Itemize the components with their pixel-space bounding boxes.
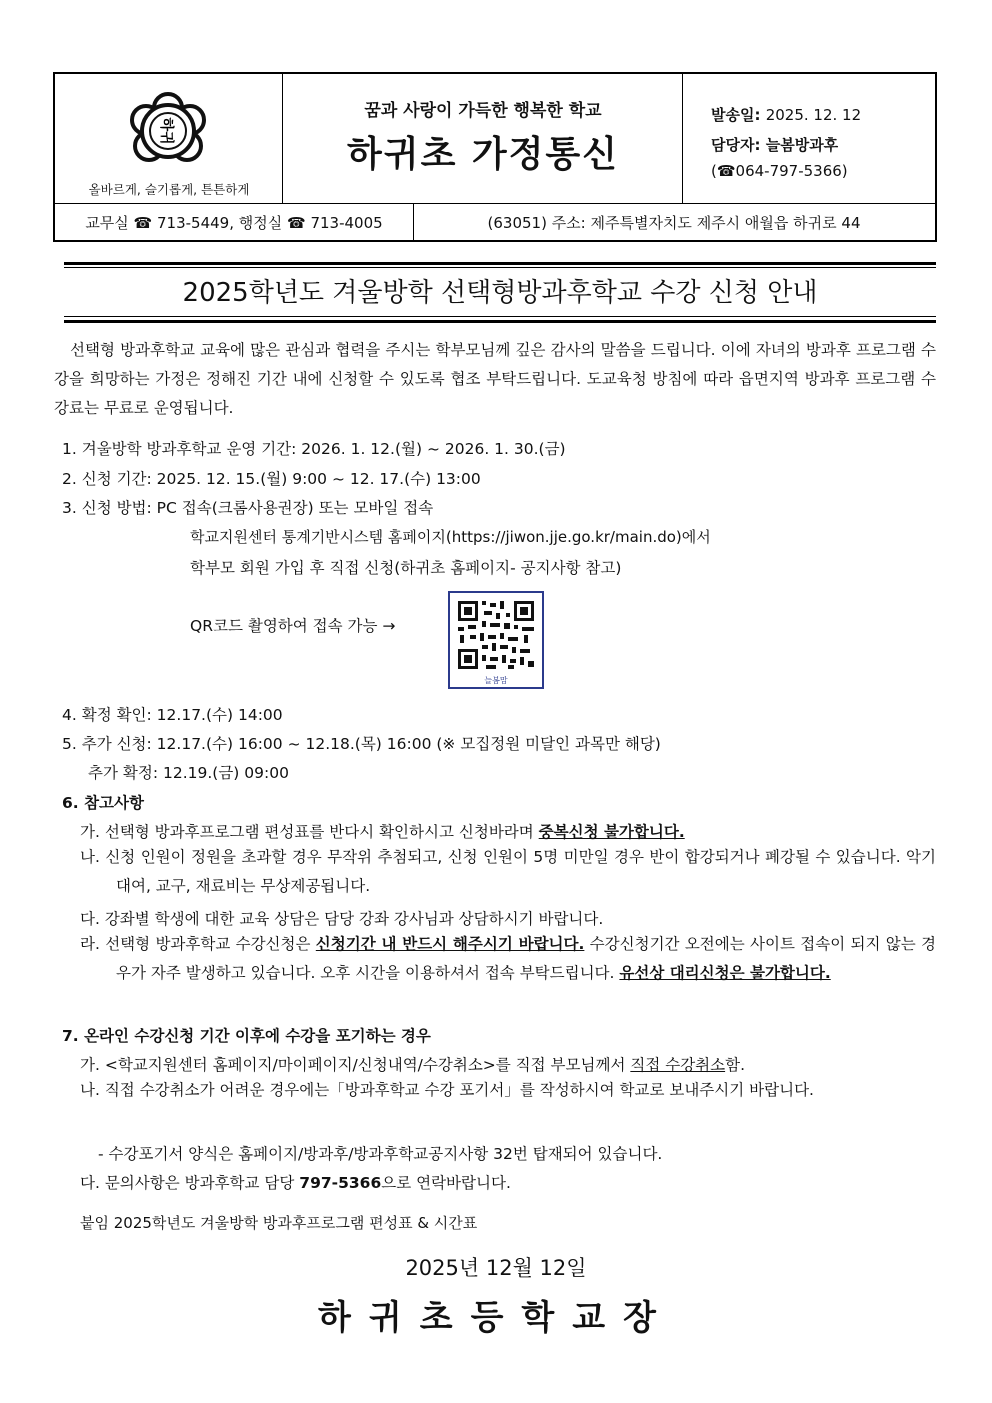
manager-label: 담당자: xyxy=(711,136,761,154)
cancel-ga-text: 가. <학교지원센터 홈페이지/마이페이지/신청내역/수강취소>를 직접 부모님께서 xyxy=(80,1056,631,1074)
issue-date: 2025년 12월 12일 xyxy=(405,1256,587,1280)
rule-bottom-thick xyxy=(64,320,936,323)
qr-code-icon xyxy=(450,593,542,687)
note-ra xyxy=(80,930,936,988)
school-motto: 올바르게, 슬기롭게, 튼튼하게 xyxy=(88,182,250,197)
item-period: 1. 겨울방학 방과후학교 운영 기간: 2026. 1. 12.(월) ~ 2026. 1. 30.(금) xyxy=(62,440,566,458)
contact-row xyxy=(55,203,935,241)
qr-label: QR코드 촬영하여 접속 가능 → xyxy=(190,617,396,635)
item-apply-period: 2. 신청 기간: 2025. 12. 15.(월) 9:00 ~ 12. 17.(수) 13:00 xyxy=(62,470,481,488)
manager: 늘봄방과후 xyxy=(765,136,839,154)
item-additional-confirm: 추가 확정: 12.19.(금) 09:00 xyxy=(88,764,289,782)
principal-signature: 하귀초등학교장 xyxy=(318,1298,674,1338)
item-apply-method: 3. 신청 방법: PC 접속(크롬사용권장) 또는 모바일 접속 xyxy=(62,499,434,517)
item-additional: 5. 추가 신청: 12.17.(수) 16:00 ~ 12.18.(목) 16:00 (※ 모집정원 미달인 과목만 해당) xyxy=(62,735,661,753)
attachment-note: 붙임 2025학년도 겨울방학 방과후프로그램 편성표 & 시간표 xyxy=(80,1214,478,1232)
school-emblem-icon xyxy=(127,90,209,172)
qr-caption: 늘봄맘 xyxy=(484,676,508,685)
item-notes-heading: 6. 참고사항 xyxy=(62,794,144,812)
note-ra-emphasis-2: 유선상 대리신청은 불가합니다. xyxy=(619,964,831,982)
note-ra-mid: 수강신청기간 오전에는 사이트 접속이 되지 않는 경우가 자주 발생하고 있습니다. 오후 시간을 이용하셔서 접속 부탁드립니다. xyxy=(116,935,936,982)
meta-cell xyxy=(683,74,937,203)
cancel-da-post: 으로 연락바랍니다. xyxy=(381,1174,511,1192)
qr-code[interactable] xyxy=(448,591,544,689)
emblem-cell xyxy=(55,74,283,203)
emblem-text: 하귀 xyxy=(158,117,174,145)
rule-top-thick xyxy=(64,262,936,265)
note-ra-text: 라. 선택형 방과후학교 수강신청은 xyxy=(80,935,316,953)
newsletter-title: 하귀초 가정통신 xyxy=(347,134,619,175)
intro-paragraph: 선택형 방과후학교 교육에 많은 관심과 협력을 주시는 학부모님께 깊은 감사의 말씀을 드립니다. 이에 자녀의 방과후 프로그램 수강을 희망하는 가정은 정해진 기간 내에 신청할 수 있도록 협조 부탁드립니다. 도교육청 방침에 따라 읍면지역 방과후 프로그램 수강료는 무료로 운영됩니다. xyxy=(54,341,936,417)
school-slogan: 꿈과 사랑이 가득한 행복한 학교 xyxy=(364,101,602,121)
method-signup: 학부모 회원 가입 후 직접 신청(하귀초 홈페이지- 공지사항 참고) xyxy=(190,559,622,577)
sent-date: 2025. 12. 12 xyxy=(765,106,862,124)
contact-number: 797-5366 xyxy=(299,1174,382,1192)
rule-bottom-thin xyxy=(64,316,936,317)
document-title: 2025학년도 겨울방학 선택형방과후학교 수강 신청 안내 xyxy=(182,278,818,308)
school-address: (63051) 주소: 제주특별자치도 제주시 애월읍 하귀로 44 xyxy=(487,214,861,232)
sent-label: 발송일: xyxy=(711,106,761,124)
manager-line xyxy=(711,134,838,155)
rule-top-thin xyxy=(64,267,936,268)
letterhead xyxy=(53,72,937,242)
note-ga-emphasis: 중복신청 불가합니다. xyxy=(538,823,685,841)
cancel-ga xyxy=(80,1053,745,1075)
note-na: 나. 신청 인원이 정원을 초과할 경우 무작위 추첨되고, 신청 인원이 5명 미만일 경우 반이 합강되거나 폐강될 수 있습니다. 악기대여, 교구, 재료비는 무상제공됩니다. xyxy=(80,848,936,895)
cancel-da-text: 다. 문의사항은 방과후학교 담당 xyxy=(80,1174,300,1192)
cancel-ga-post: 함. xyxy=(725,1056,746,1074)
note-ga xyxy=(80,820,685,842)
cancel-ga-emphasis: 직접 수강취소 xyxy=(630,1056,726,1074)
office-phones: 교무실 ☎ 713-5449, 행정실 ☎ 713-4005 xyxy=(55,204,414,241)
note-ga-text: 가. 선택형 방과후프로그램 편성표를 반다시 확인하시고 신청바라며 xyxy=(80,823,539,841)
item-cancel-heading: 7. 온라인 수강신청 기간 이후에 수강을 포기하는 경우 xyxy=(62,1027,431,1045)
cancel-form-note: - 수강포기서 양식은 홈페이지/방과후/방과후학교공지사항 32번 탑재되어 있습니다. xyxy=(98,1145,663,1163)
cancel-na: 나. 직접 수강취소가 어려운 경우에는「방과후학교 수강 포기서」를 작성하시여 학교로 보내주시기 바랍니다. xyxy=(80,1081,814,1099)
method-website: 학교지원센터 통계기반시스템 홈페이지(https://jiwon.jje.go.kr/main.do)에서 xyxy=(190,528,711,546)
title-cell xyxy=(283,74,683,203)
note-da: 다. 강좌별 학생에 대한 교육 상담은 담당 강좌 강사님과 상담하시기 바랍니다. xyxy=(80,910,604,928)
note-ra-emphasis: 신청기간 내 반드시 해주시기 바랍니다. xyxy=(315,935,585,953)
item-confirm: 4. 확정 확인: 12.17.(수) 14:00 xyxy=(62,706,283,724)
sent-date-line xyxy=(711,104,861,125)
phone: (☎064-797-5366) xyxy=(711,162,848,180)
cancel-da xyxy=(80,1171,511,1193)
